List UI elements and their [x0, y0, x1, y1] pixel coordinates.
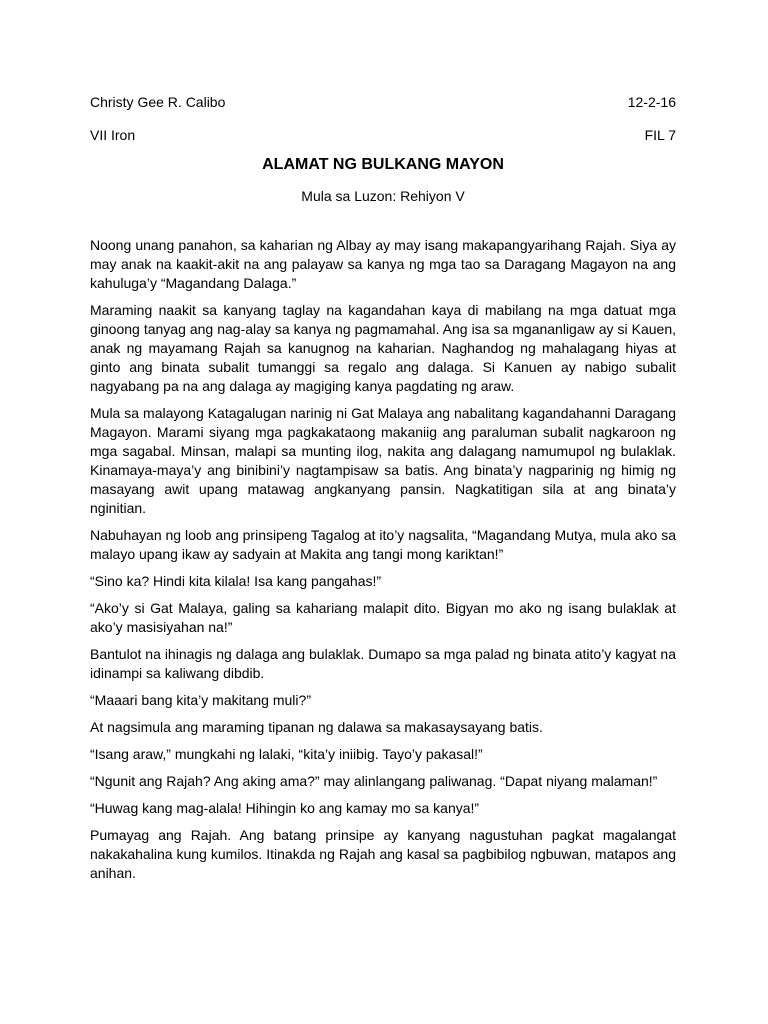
paragraph: “Maaari bang kita’y makitang muli?” — [90, 692, 311, 708]
paragraph: “Isang araw,” mungkahi ng lalaki, “kita’y iniibig. Tayo’y pakasal!” — [90, 746, 483, 762]
paragraph: “Huwag kang mag-alala! Hihingin ko ang kamay mo sa kanya!” — [90, 800, 480, 816]
class-section: VII Iron — [90, 127, 136, 143]
document-title: ALAMAT NG BULKANG MAYON — [262, 156, 504, 173]
document-date: 12-2-16 — [627, 94, 676, 110]
author-name: Christy Gee R. Calibo — [90, 94, 226, 110]
paragraph: At nagsimula ang maraming tipanan ng dalawa sa makasaysayang batis. — [90, 719, 543, 735]
paragraph: Maraming naakit sa kanyang taglay na kagandahan kaya di mabilang na mga datuat mga ginoong tanyag ang nag-alay sa kanya ng pagmamahal. Ang isa sa mgananligaw ay si Kauen, anak ng mayamang Rajah sa kanugnog na kaharian. Naghandog ng mahalagang hiyas at ginto ang binata subalit tumanggi sa regalo ang dalaga. Si Kanuen ay nabigo subalit nagyabang pa na ang dalaga ay magiging kanya pagdating ng araw. — [90, 302, 676, 394]
document-subtitle: Mula sa Luzon: Rehiyon V — [301, 188, 465, 204]
paragraph: “Sino ka? Hindi kita kilala! Isa kang pangahas!” — [90, 573, 382, 589]
paragraph: Noong unang panahon, sa kaharian ng Albay ay may isang makapangyarihang Rajah. Siya ay may anak na kaakit-akit na ang palayaw sa kanya ng mga tao sa Daragang Magayon na ang kahuluga’y “Magandang Dalaga.” — [90, 237, 676, 291]
document-page — [90, 92, 676, 891]
header-row-1 — [90, 92, 676, 112]
paragraph: Bantulot na ihinagis ng dalaga ang bulaklak. Dumapo sa mga palad ng binata atito’y kagyat na idinampi sa kaliwang dibdib. — [90, 646, 676, 681]
paragraph: Pumayag ang Rajah. Ang batang prinsipe ay kanyang nagustuhan pagkat magalangat nakakahalina kung kumilos. Itinakda ng Rajah ang kasal sa pagbibilog ngbuwan, matapos ang anihan. — [90, 827, 676, 881]
paragraph: Mula sa malayong Katagalugan narinig ni Gat Malaya ang nabalitang kagandahanni Daragang Magayon. Marami siyang mga pagkakataong makaniig ang paraluman subalit nagkaroon ng mga sagabal. Minsan, malapi sa munting ilog, nakita ang dalagang namumupol ng bulaklak. Kinamaya-maya’y ang binibini’y nagtampisaw sa batis. Ang binata’y nagparinig ng himig ng masayang awit upang matawag angkanyang pansin. Nagkatitigan sila at ang binata’y nginitian. — [90, 405, 676, 516]
paragraph: “Ako’y si Gat Malaya, galing sa kahariang malapit dito. Bigyan mo ako ng isang bulaklak at ako’y masisiyahan na!” — [90, 600, 676, 635]
header-row-2 — [90, 125, 676, 145]
paragraph: Nabuhayan ng loob ang prinsipeng Tagalog at ito’y nagsalita, “Magandang Mutya, mula ako sa malayo upang ikaw ay sadyain at Makita ang tangi mong kariktan!” — [90, 527, 676, 562]
subject-code: FIL 7 — [644, 127, 676, 143]
paragraph: “Ngunit ang Rajah? Ang aking ama?” may alinlangang paliwanag. “Dapat niyang malaman!” — [90, 773, 658, 789]
story-body — [90, 236, 676, 883]
